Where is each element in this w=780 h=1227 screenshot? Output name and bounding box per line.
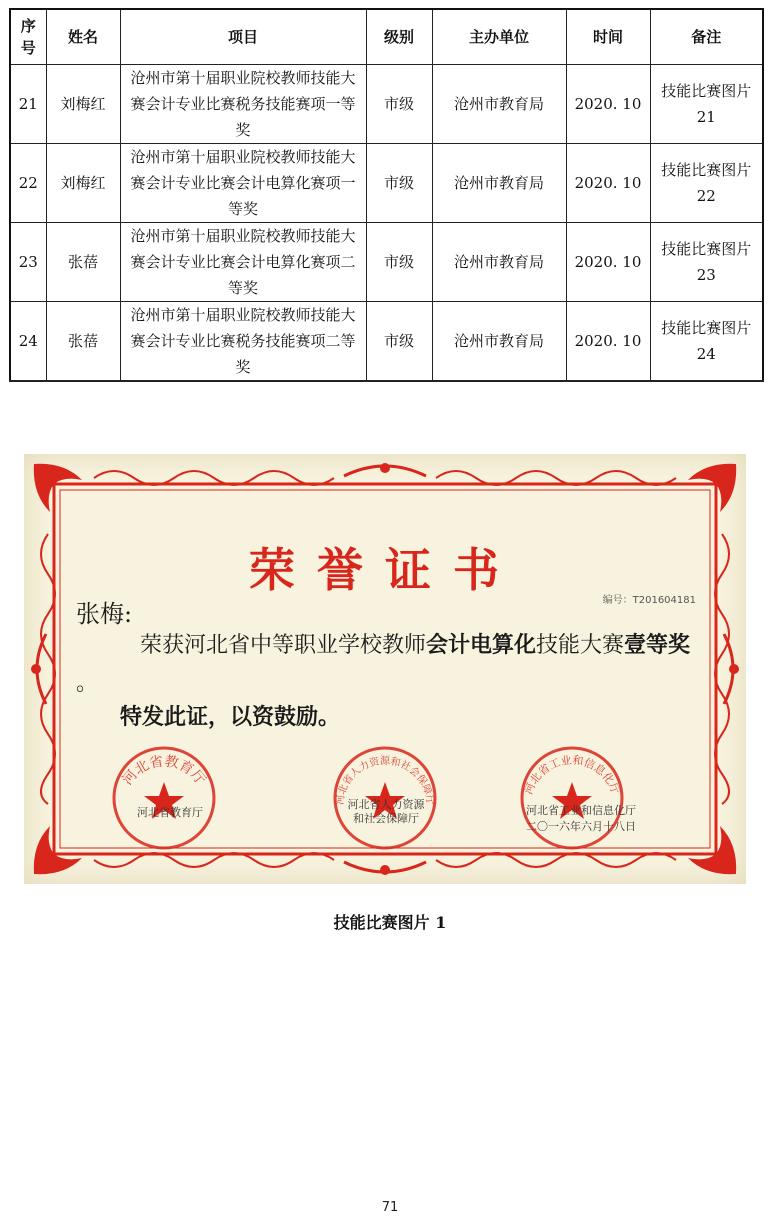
cell-level: 市级 [366, 302, 432, 382]
cell-project: 沧州市第十届职业院校教师技能大赛会计专业比赛会计电算化赛项二等奖 [120, 223, 366, 302]
cell-time: 2020. 10 [566, 144, 650, 223]
body-text: 。 [76, 671, 99, 696]
body-text: 荣获河北省中等职业学校教师 [140, 633, 427, 658]
cell-organizer: 沧州市教育局 [432, 65, 566, 144]
header-remark: 备注 [650, 9, 763, 65]
seal-label-industry-dept: 河北省工业和信息化厅 [526, 804, 636, 817]
table-header-row [10, 9, 763, 65]
honor-certificate-image [24, 454, 746, 884]
page-number: 71 [381, 1200, 399, 1215]
cell-name: 刘梅红 [46, 65, 120, 144]
cell-organizer: 沧州市教育局 [432, 302, 566, 382]
cell-time: 2020. 10 [566, 223, 650, 302]
svg-text:河北省人力资源和社会保障厅: 河北省人力资源和社会保障厅 [334, 756, 436, 806]
svg-text:河北省工业和信息化厅: 河北省工业和信息化厅 [521, 753, 623, 797]
seal-industry-it-dept [518, 744, 626, 852]
figure-caption: 技能比赛图片 1 [333, 913, 447, 932]
cell-remark: 技能比赛图片 21 [650, 65, 763, 144]
certificate-serial-number: 编号：T201604181 [602, 595, 696, 606]
seal-label-education-dept: 河北省教育厅 [137, 806, 203, 819]
table-row [10, 144, 763, 223]
header-project: 项目 [120, 9, 366, 65]
cell-no: 23 [10, 223, 46, 302]
certificate-title: 荣誉证书 [249, 543, 521, 597]
cell-organizer: 沧州市教育局 [432, 223, 566, 302]
cell-level: 市级 [366, 223, 432, 302]
cell-name: 张蓓 [46, 302, 120, 382]
cell-level: 市级 [366, 144, 432, 223]
header-name: 姓名 [46, 9, 120, 65]
header-time: 时间 [566, 9, 650, 65]
certificate-date: 二〇一六年六月十八日 [526, 820, 636, 833]
certificate-closing: 特发此证，以资鼓励。 [120, 704, 341, 730]
seal-label-hr-dept: 河北省人力资源 和社会保障厅 [347, 798, 425, 825]
body-text: 技能大赛 [536, 633, 625, 658]
header-level: 级别 [366, 9, 432, 65]
cell-time: 2020. 10 [566, 65, 650, 144]
cell-organizer: 沧州市教育局 [432, 144, 566, 223]
cell-name: 张蓓 [46, 223, 120, 302]
cell-remark: 技能比赛图片 22 [650, 144, 763, 223]
seal-education-dept [110, 744, 218, 852]
cell-no: 24 [10, 302, 46, 382]
body-emphasis: 会计电算化 [426, 632, 537, 658]
cell-name: 刘梅红 [46, 144, 120, 223]
cell-no: 22 [10, 144, 46, 223]
header-organizer: 主办单位 [432, 9, 566, 65]
cell-remark: 技能比赛图片 23 [650, 223, 763, 302]
cell-project: 沧州市第十届职业院校教师技能大赛会计专业比赛税务技能赛项二等奖 [120, 302, 366, 382]
header-no: 序 号 [10, 9, 46, 65]
cell-no: 21 [10, 65, 46, 144]
table-row [10, 223, 763, 302]
cell-time: 2020. 10 [566, 302, 650, 382]
award-table [9, 8, 764, 382]
cell-level: 市级 [366, 65, 432, 144]
body-emphasis: 壹等奖 [624, 632, 691, 658]
svg-text:河北省教育厅: 河北省教育厅 [119, 753, 209, 789]
table-row [10, 65, 763, 144]
cell-project: 沧州市第十届职业院校教师技能大赛会计专业比赛税务技能赛项一等奖 [120, 65, 366, 144]
certificate-body [76, 626, 706, 703]
cell-project: 沧州市第十届职业院校教师技能大赛会计专业比赛会计电算化赛项一等奖 [120, 144, 366, 223]
cell-remark: 技能比赛图片 24 [650, 302, 763, 382]
table-row [10, 302, 763, 382]
certificate-recipient: 张梅: [76, 600, 133, 628]
